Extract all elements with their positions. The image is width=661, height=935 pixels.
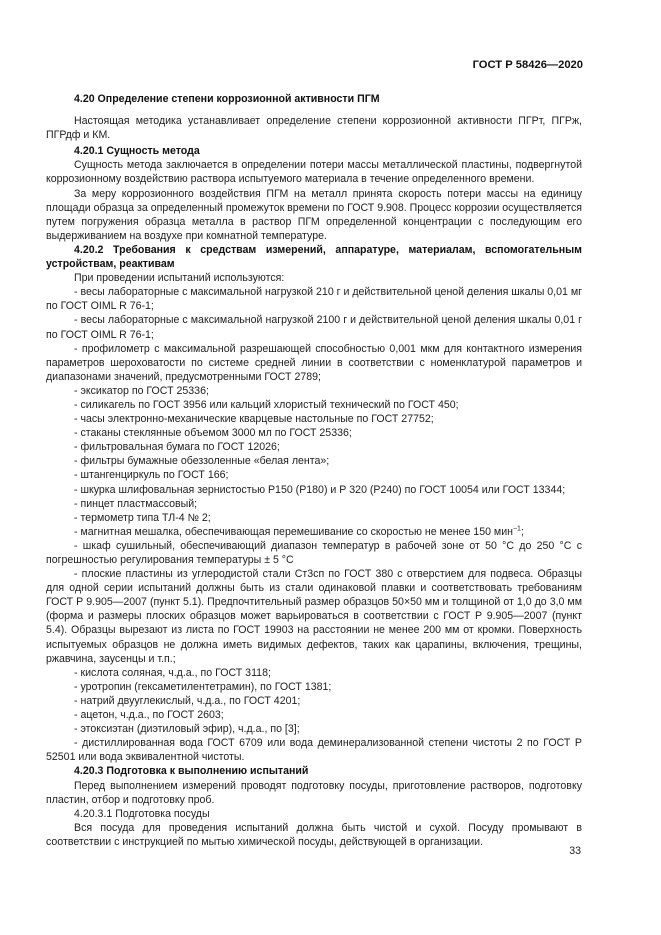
- mixer-text: - магнитная мешалка, обеспечивающая перемешивание со скоростью не менее 150 мин: [74, 525, 513, 538]
- list-item: - часы электронно-механические кварцевые настольные по ГОСТ 27752;: [74, 413, 434, 426]
- list-item: - пинцет пластмассовый;: [74, 497, 198, 510]
- list-item: - уротропин (гексаметилентетрамин), по ГОСТ 1381;: [74, 680, 332, 693]
- list-item: - плоские пластины из углеродистой стали Ст3сп по ГОСТ 380 с отверстием для подвеса. Образцы для одной серии испытаний должны быть из стали одинаковой плавки и соответствовать требованиям ГОСТ Р 9.905—2007 (пункт 5.1). Предпочтительный размер образцов 50×50 мм и толщиной от 1,0 до 3,0 мм (форма и размеры плоских образцов может варьироваться в соответствии с ГОСТ Р 9.905—2007 (пункт 5.4). Образцы вырезают из листа по ГОСТ 19903 на расстоянии не менее 200 мм от кромки. Поверхность испытуемых образцов не должна иметь видимых дефектов, таких как царапины, включения, трещины, ржавчина, заусенцы и т.п.;: [46, 568, 582, 665]
- subsubsection-heading-glassware: 4.20.3.1 Подготовка посуды: [74, 807, 210, 820]
- list-item: - весы лабораторные с максимальной нагрузкой 2100 г и действительной ценой деления шкалы 0,01 г по ГОСТ OIML R 76-1;: [46, 314, 582, 341]
- list-item: - эксикатор по ГОСТ 25336;: [74, 384, 209, 397]
- list-item: - штангенциркуль по ГОСТ 166;: [74, 469, 229, 482]
- list-item: [46, 525, 582, 539]
- list-item: - профилометр с максимальной разрешающей способностью 0,001 мкм для контактного измерения параметров шероховатости по системе средней линии в соответствии с номенклатурой параметров и диапазонами значений, предусмотренными ГОСТ 2789;: [46, 342, 582, 383]
- paragraph: Сущность метода заключается в определении потери массы металлической пластины, подвергнутой коррозионному воздействию раствора испытуемого материала в течение определенного времени.: [46, 159, 582, 186]
- mixer-end: ;: [520, 525, 524, 538]
- section-heading: 4.20 Определение степени коррозионной активности ПГМ: [74, 93, 380, 105]
- list-item: - кислота соляная, ч.д.а., по ГОСТ 3118;: [74, 666, 271, 679]
- subsection-heading-preparation: 4.20.3 Подготовка к выполнению испытаний: [74, 765, 309, 778]
- subsection-heading-essence: 4.20.1 Сущность метода: [74, 145, 200, 158]
- paragraph-intro: Настоящая методика устанавливает определение степени коррозионной активности ПГРт, ПГРж, ПГРдф и КМ.: [46, 115, 582, 142]
- list-item: - весы лабораторные с максимальной нагрузкой 210 г и действительной ценой деления шкалы 0,01 мг по ГОСТ OIML R 76-1;: [46, 286, 582, 313]
- subsection-heading-requirements: 4.20.2 Требования к средствам измерений, аппаратуре, материалам, вспомогательным устройствам, реактивам: [46, 243, 582, 271]
- document-code: ГОСТ Р 58426—2020: [472, 59, 583, 71]
- list-item: - стаканы стеклянные объемом 3000 мл по ГОСТ 25336;: [74, 427, 352, 440]
- list-item: - термометр типа ТЛ-4 № 2;: [74, 511, 211, 524]
- paragraph: Вся посуда для проведения испытаний должна быть чистой и сухой. Посуду промывают в соответствии с инструкцией по мытью химической посуды, действующей в организации.: [46, 821, 582, 848]
- list-item: - шкаф сушильный, обеспечивающий диапазон температур в рабочей зоне от 50 °С до 250 °С с погрешностью регулирования температуры ± 5 °С: [46, 539, 582, 566]
- list-item: - шкурка шлифовальная зернистостью Р150 (Р180) и Р 320 (Р240) по ГОСТ 10054 или ГОСТ 13344;: [74, 483, 566, 496]
- list-item: - фильтры бумажные обеззоленные «белая лента»;: [74, 455, 330, 468]
- paragraph: За меру коррозионного воздействия ПГМ на металл принята скорость потери массы на единицу площади образца за определенный промежуток времени по ГОСТ 9.908. Процесс коррозии осуществляется путем погружения образца металла в раствор ПГМ определенной концентрации с последующим его выдерживанием на воздухе при комнатной температуре.: [46, 187, 582, 242]
- paragraph: Перед выполнением измерений проводят подготовку посуды, приготовление растворов, подготовку пластин, отбор и подготовку проб.: [46, 779, 582, 806]
- list-item: - ацетон, ч.д.а., по ГОСТ 2603;: [74, 709, 224, 722]
- list-item: - силикагель по ГОСТ 3956 или кальций хлористый технический по ГОСТ 450;: [74, 398, 459, 411]
- document-body: [46, 92, 582, 849]
- list-item: - фильтровальная бумага по ГОСТ 12026;: [74, 441, 280, 454]
- mixer-superscript: −1: [512, 525, 521, 533]
- list-item: - этоксиэтан (диэтиловый эфир), ч.д.а., по [3];: [74, 723, 300, 736]
- list-item: - дистиллированная вода ГОСТ 6709 или вода деминерализованной степени чистоты 2 по ГОСТ Р 52501 или вода эквивалентной чистоты.: [46, 737, 582, 764]
- paragraph: При проведении испытаний используются:: [74, 272, 285, 285]
- list-item: - натрий двууглекислый, ч.д.а., по ГОСТ 4201;: [74, 694, 301, 707]
- page-number: 33: [569, 845, 581, 857]
